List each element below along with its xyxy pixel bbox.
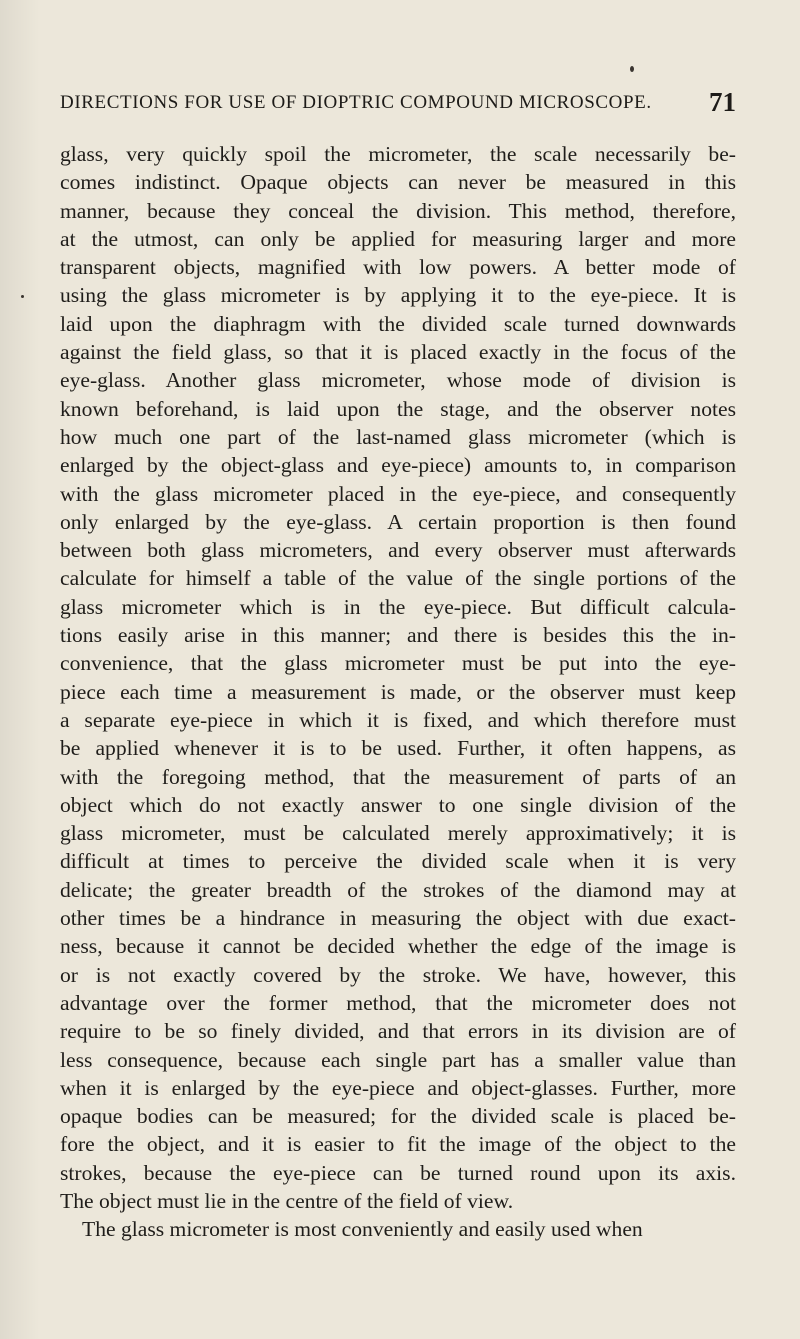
text-line: other times be a hindrance in measuring the object with due exact- xyxy=(60,906,736,931)
text-line: comes indistinct. Opaque objects can never be measured in this xyxy=(60,170,736,195)
text-line: advantage over the former method, that the micrometer does not xyxy=(60,990,736,1015)
text-line: be applied whenever it is to be used. Further, it often happens, as xyxy=(60,736,736,761)
page-number: 71 xyxy=(709,87,736,117)
text-line: how much one part of the last-named glass micrometer (which is xyxy=(60,424,736,449)
text-line: with the foregoing method, that the measurement of parts of an xyxy=(60,764,736,789)
text-line: a separate eye-piece in which it is fixed, and which therefore must xyxy=(60,707,736,732)
text-line: glass micrometer which is in the eye-piece. But difficult calcula- xyxy=(60,594,736,619)
body-text xyxy=(60,140,736,1244)
text-line: or is not exactly covered by the stroke. We have, however, this xyxy=(60,962,736,987)
text-line: delicate; the greater breadth of the strokes of the diamond may at xyxy=(60,877,736,902)
text-line: enlarged by the object-glass and eye-piece) amounts to, in comparison xyxy=(60,453,736,478)
text-line: when it is enlarged by the eye-piece and object-glasses. Further, more xyxy=(60,1075,736,1100)
text-line: fore the object, and it is easier to fit the image of the object to the xyxy=(60,1132,736,1157)
text-line: glass, very quickly spoil the micrometer, the scale necessarily be- xyxy=(60,142,736,166)
text-line: manner, because they conceal the division. This method, therefore, xyxy=(60,198,736,223)
text-line: glass micrometer, must be calculated merely approximatively; it is xyxy=(60,821,736,846)
text-line: object which do not exactly answer to one single division of the xyxy=(60,792,736,817)
paper-speck xyxy=(630,66,634,72)
text-line: between both glass micrometers, and every observer must afterwards xyxy=(60,538,736,563)
text-line: require to be so finely divided, and that errors in its division are of xyxy=(60,1019,736,1044)
text-line: transparent objects, magnified with low powers. A better mode of xyxy=(60,255,736,280)
text-line: tions easily arise in this manner; and there is besides this the in- xyxy=(60,623,736,648)
paper-speck xyxy=(21,295,24,298)
text-line: opaque bodies can be measured; for the divided scale is placed be- xyxy=(60,1104,736,1129)
text-line: The glass micrometer is most conveniently and easily used when xyxy=(82,1217,643,1242)
page-header xyxy=(60,87,740,122)
text-line: less consequence, because each single part has a smaller value than xyxy=(60,1047,736,1072)
text-line: difficult at times to perceive the divided scale when it is very xyxy=(60,849,736,874)
text-line: piece each time a measurement is made, or the observer must keep xyxy=(60,679,736,704)
text-line: ness, because it cannot be decided whether the edge of the image is xyxy=(60,934,736,959)
text-line: The object must lie in the centre of the field of view. xyxy=(60,1188,514,1213)
text-line: calculate for himself a table of the value of the single portions of the xyxy=(60,566,736,591)
text-line: only enlarged by the eye-glass. A certain proportion is then found xyxy=(60,509,736,534)
text-line: with the glass micrometer placed in the eye-piece, and consequently xyxy=(60,481,736,506)
text-line: against the field glass, so that it is placed exactly in the focus of the xyxy=(60,340,736,365)
text-line: strokes, because the eye-piece can be turned round upon its axis. xyxy=(60,1160,736,1185)
text-line: laid upon the diaphragm with the divided scale turned downwards xyxy=(60,311,736,336)
text-line: eye-glass. Another glass micrometer, whose mode of division is xyxy=(60,368,736,393)
running-head: DIRECTIONS FOR USE OF DIOPTRIC COMPOUND MICROSCOPE. xyxy=(60,92,652,113)
text-line: convenience, that the glass micrometer must be put into the eye- xyxy=(60,651,736,676)
text-line: using the glass micrometer is by applying it to the eye-piece. It is xyxy=(60,283,736,308)
text-line: known beforehand, is laid upon the stage, and the observer notes xyxy=(60,396,736,421)
text-line: at the utmost, can only be applied for measuring larger and more xyxy=(60,226,736,251)
